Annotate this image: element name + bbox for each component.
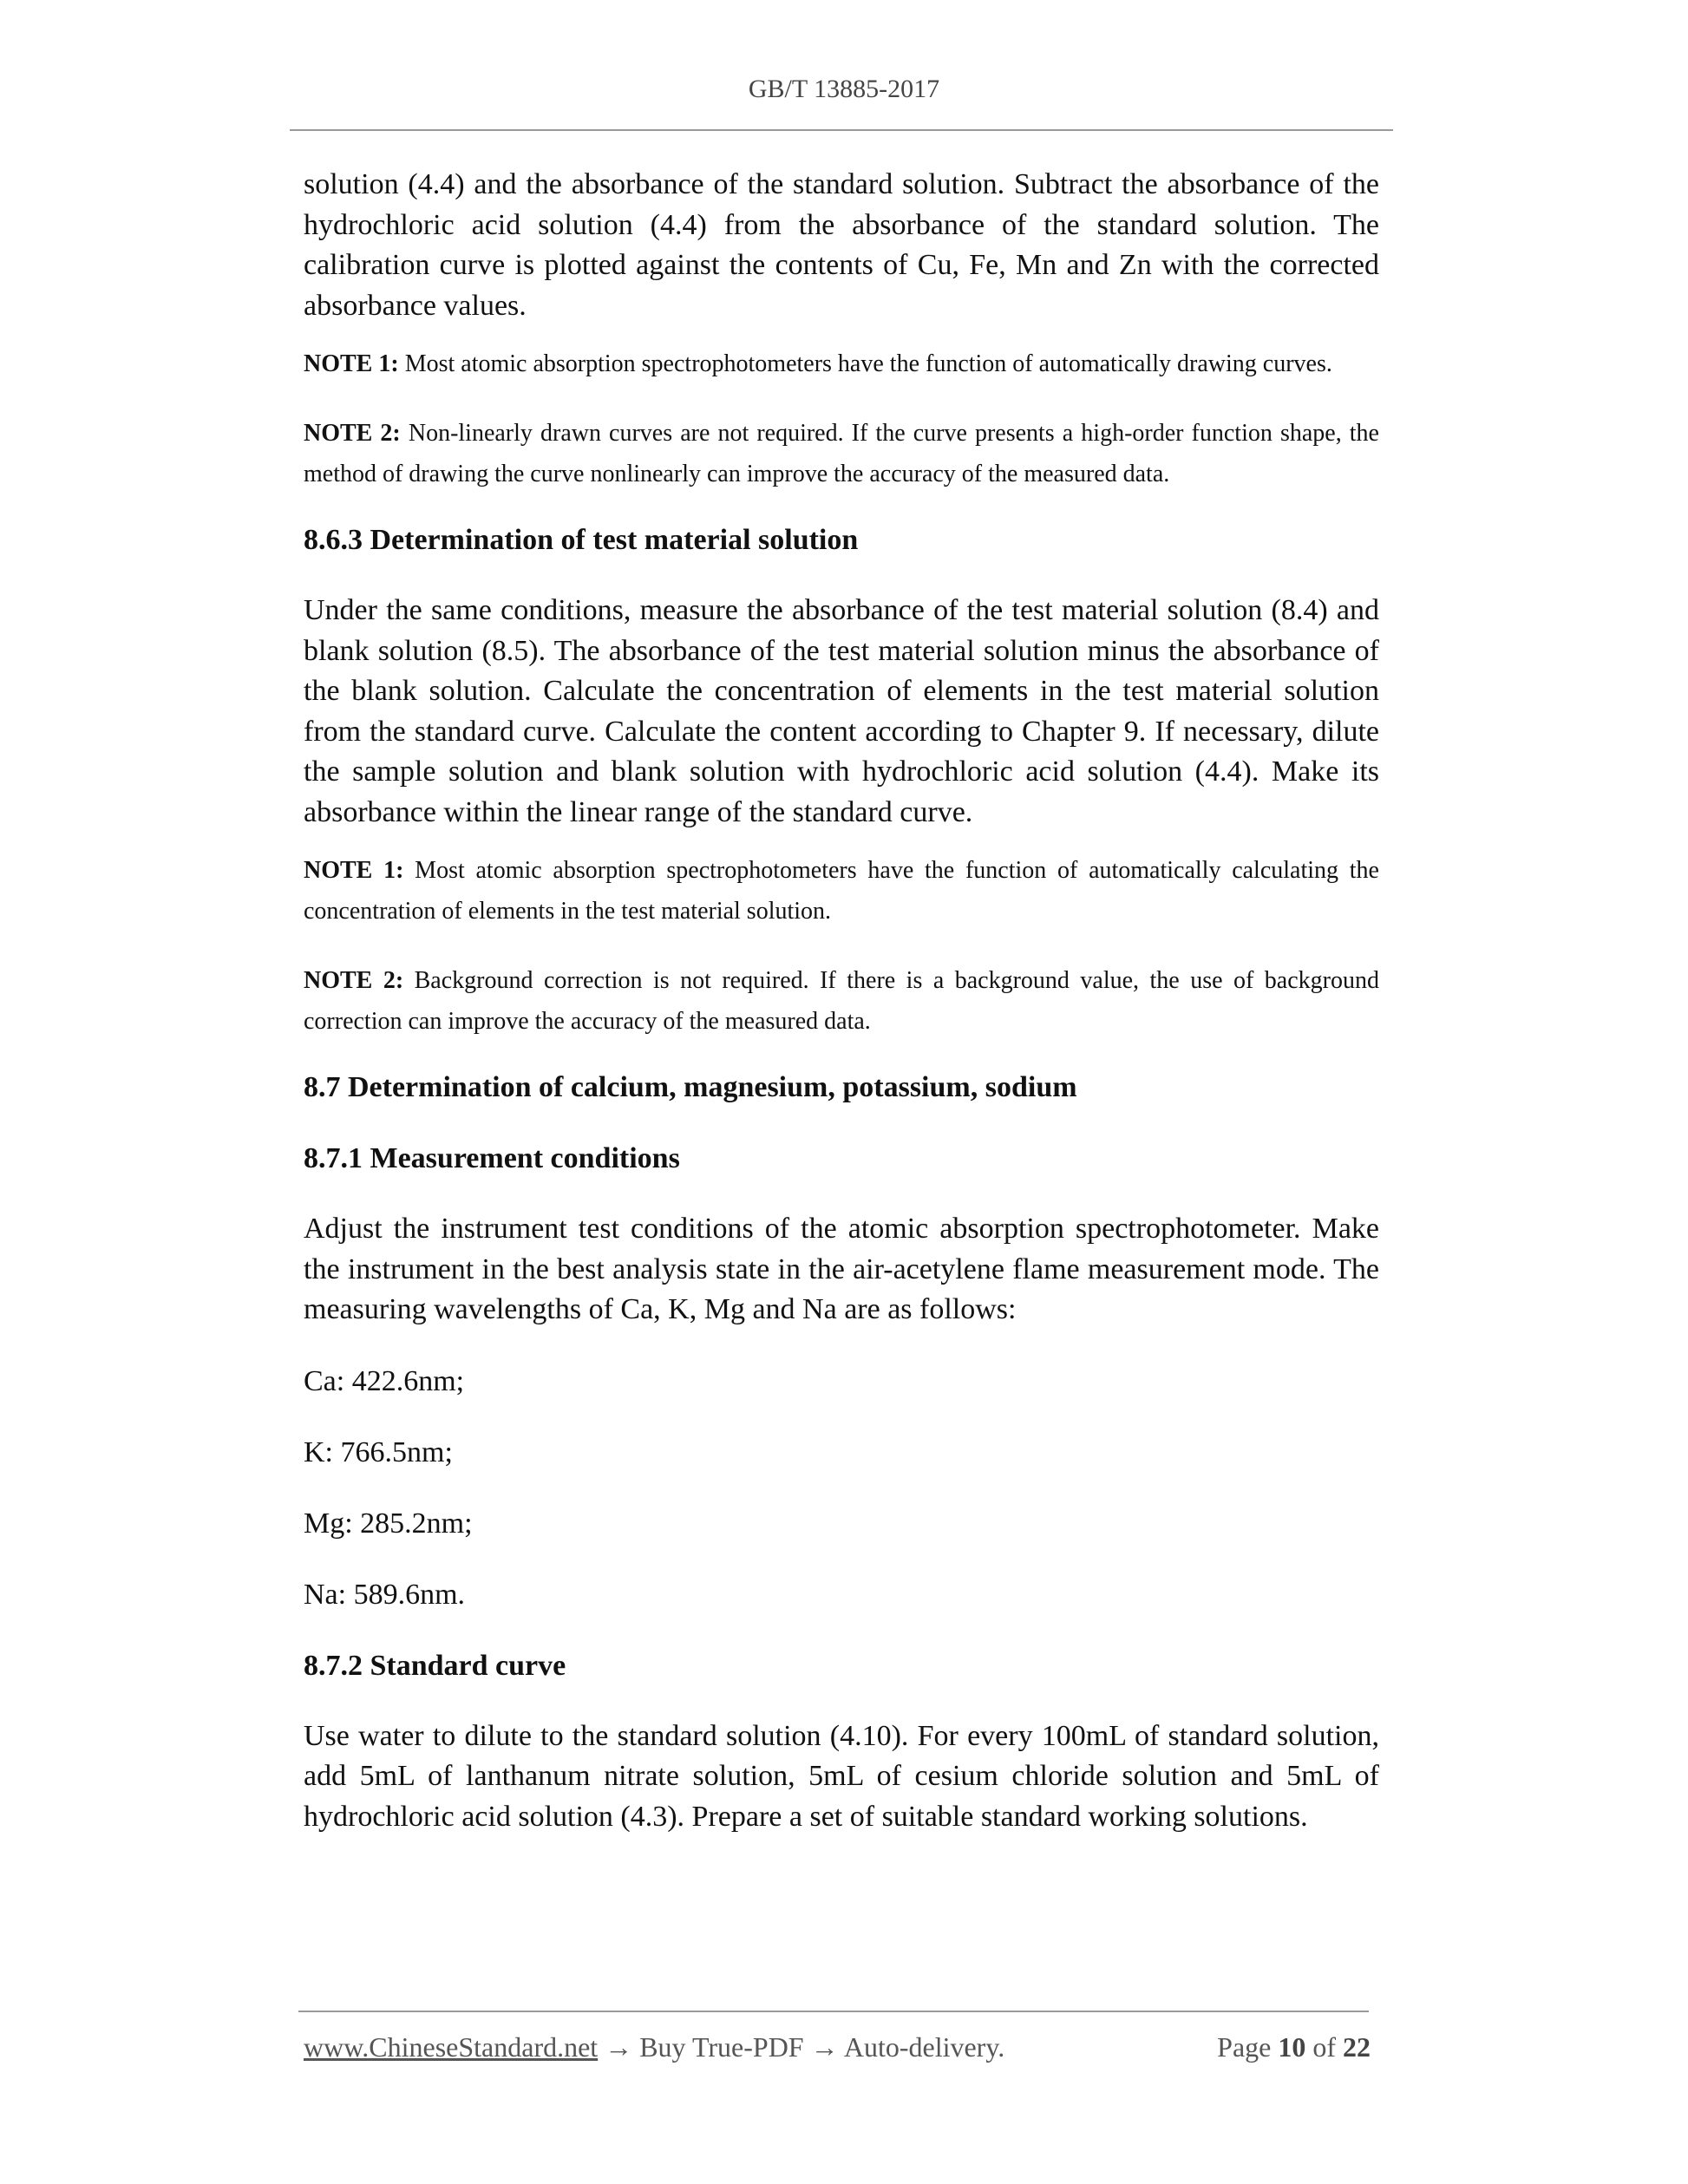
note-nonlinear-curves bbox=[304, 413, 1379, 494]
note-text: Background correction is not required. If there is a background value, the use of background correction can improve the accuracy of the measured data. bbox=[304, 967, 1379, 1035]
website-link[interactable]: www.ChineseStandard.net bbox=[304, 2031, 599, 2063]
note-label: NOTE 2: bbox=[304, 967, 404, 994]
paragraph-measurement-conditions: Adjust the instrument test conditions of the atomic absorption spectrophotometer. Make the instrument in the best analysis state in the air-acetylene flame measurement mode. The measuring wavelengths of Ca, K, Mg and Na are as follows: bbox=[304, 1213, 1379, 1325]
note-label: NOTE 2: bbox=[304, 420, 401, 447]
note-label: NOTE 1: bbox=[304, 350, 399, 377]
of-word: of bbox=[1312, 2031, 1336, 2063]
paragraph-test-material: Under the same conditions, measure the absorbance of the test material solution (8.4) and blank solution (8.5). The absorbance of the test material solution minus the absorbance of the blank solution. Calculate the concentration of elements in the test material solution from the standard curve. Calculate the content according to Chapter 9. If necessary, dilute the sample solution and blank solution with hydrochloric acid solution (4.4). Make its absorbance within the linear range of the standard curve. bbox=[304, 594, 1379, 828]
section-heading-8-7-1: 8.7.1 Measurement conditions bbox=[304, 1142, 680, 1174]
wavelength-k: K: 766.5nm; bbox=[304, 1435, 453, 1468]
note-text: Most atomic absorption spectrophotometers have the function of automatically calculating the concentration of elements in the test material solution. bbox=[304, 857, 1379, 925]
paragraph-standard-curve: Use water to dilute to the standard solution (4.10). For every 100mL of standard solution, add 5mL of lanthanum nitrate solution, 5mL of cesium chloride solution and 5mL of hydrochloric acid solution (4.3). Prepare a set of suitable standard working solutions. bbox=[304, 1719, 1379, 1833]
document-body bbox=[304, 165, 1379, 1837]
current-page: 10 bbox=[1278, 2031, 1306, 2063]
wavelength-ca: Ca: 422.6nm; bbox=[304, 1364, 465, 1397]
arrow-icon: → bbox=[810, 2031, 839, 2063]
section-heading-8-7: 8.7 Determination of calcium, magnesium, potassium, sodium bbox=[304, 1071, 1077, 1103]
note-background-correction bbox=[304, 960, 1379, 1042]
header-divider bbox=[290, 129, 1393, 131]
page-word: Page bbox=[1217, 2031, 1272, 2063]
footer-divider bbox=[298, 2011, 1369, 2012]
note-auto-drawing bbox=[304, 343, 1379, 384]
section-heading-8-7-2: 8.7.2 Standard curve bbox=[304, 1649, 566, 1682]
note-text: Most atomic absorption spectrophotometers have the function of automatically drawing curves. bbox=[398, 350, 1332, 377]
page-number bbox=[1217, 2031, 1371, 2063]
paragraph-calibration: solution (4.4) and the absorbance of the standard solution. Subtract the absorbance of the hydrochloric acid solution (4.4) from the absorbance of the standard solution. The calibration curve is plotted against the contents of Cu, Fe, Mn and Zn with the corrected absorbance values. bbox=[304, 168, 1379, 322]
wavelength-mg: Mg: 285.2nm; bbox=[304, 1507, 473, 1540]
auto-delivery-text: Auto-delivery. bbox=[843, 2031, 1005, 2063]
page-header-title: GB/T 13885-2017 bbox=[748, 75, 940, 103]
wavelength-na: Na: 589.6nm. bbox=[304, 1578, 466, 1611]
footer-promo bbox=[304, 2031, 1004, 2063]
total-pages: 22 bbox=[1343, 2031, 1371, 2063]
note-text: Non-linearly drawn curves are not required. If the curve presents a high-order function shape, the method of drawing the curve nonlinearly can improve the accuracy of the measured data. bbox=[304, 420, 1379, 487]
arrow-icon: → bbox=[605, 2031, 633, 2063]
section-heading-8-6-3: 8.6.3 Determination of test material solution bbox=[304, 524, 859, 556]
buy-pdf-text: Buy True-PDF bbox=[639, 2031, 804, 2063]
note-label: NOTE 1: bbox=[304, 857, 404, 884]
note-auto-calculating bbox=[304, 850, 1379, 932]
